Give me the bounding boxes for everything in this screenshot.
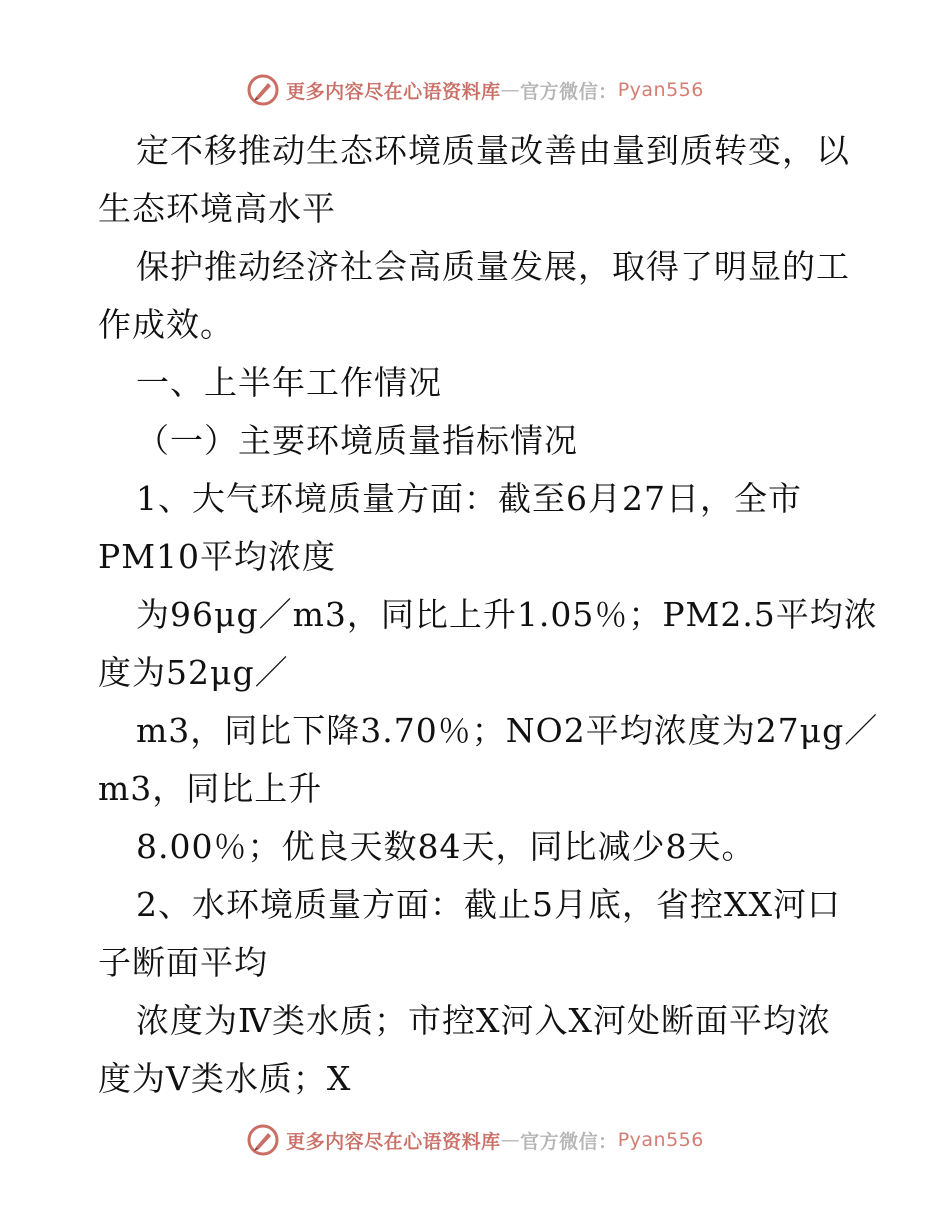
text-line: 8.00％；优良天数84天，同比减少8天。 <box>136 827 756 866</box>
text-line: （一）主要环境质量指标情况 <box>136 421 578 460</box>
watermark-wechat-id: Pyan556 <box>617 79 704 101</box>
watermark-main-text: 更多内容尽在心语资料库 <box>286 1130 501 1153</box>
pen-logo-icon <box>246 73 280 107</box>
text-line: 为96μg／m3，同比上升1.05％；PM2.5平均浓 <box>136 595 878 634</box>
text-line: PM10平均浓度 <box>98 537 336 576</box>
text-line: 度为Ⅴ类水质；X <box>98 1059 352 1098</box>
text-line: 1、大气环境质量方面：截至6月27日，全市 <box>136 479 802 518</box>
text-line: 作成效。 <box>98 305 234 344</box>
header-watermark <box>0 70 950 110</box>
document-body <box>98 122 879 1108</box>
watermark-official-label: 官方微信： <box>520 80 618 103</box>
text-line: 度为52μg／ <box>98 653 289 692</box>
footer-watermark <box>0 1120 950 1160</box>
text-line: m3，同比下降3.70％；NO2平均浓度为27μg／ <box>136 711 879 750</box>
text-line: 子断面平均 <box>98 943 268 982</box>
watermark-dash: — <box>500 79 521 101</box>
text-line: 一、上半年工作情况 <box>136 363 442 402</box>
watermark-wechat-id: Pyan556 <box>617 1129 704 1151</box>
text-line: 生态环境高水平 <box>98 189 336 228</box>
watermark-official-label: 官方微信： <box>520 1130 618 1153</box>
text-line: m3，同比上升 <box>98 769 323 808</box>
text-line: 浓度为Ⅳ类水质；市控X河入X河处断面平均浓 <box>136 1001 831 1040</box>
watermark-dash: — <box>500 1129 521 1151</box>
text-line: 2、水环境质量方面：截止5月底，省控XX河口 <box>136 885 841 924</box>
text-line: 定不移推动生态环境质量改善由量到质转变，以 <box>136 131 850 170</box>
text-line: 保护推动经济社会高质量发展，取得了明显的工 <box>136 247 850 286</box>
watermark-main-text: 更多内容尽在心语资料库 <box>286 80 501 103</box>
pen-logo-icon <box>246 1123 280 1157</box>
